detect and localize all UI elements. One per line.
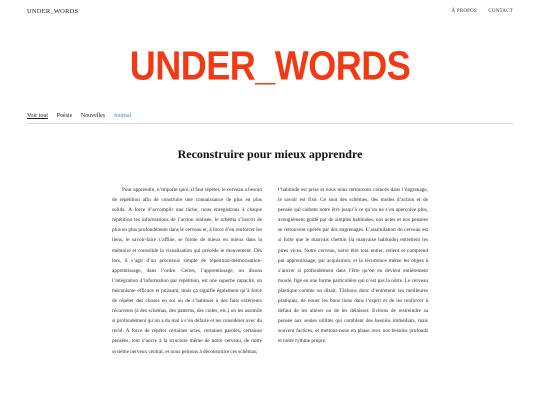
nav-item-nouvelles[interactable]: Nouvelles [80,113,106,119]
contact-link[interactable]: CONTACT [488,9,513,14]
nav-divider [27,123,513,124]
about-link[interactable]: À PROPOS [451,9,477,14]
nav-item-poesie[interactable]: Poésie [56,113,73,119]
nav-item-journal[interactable]: Journal [113,113,132,119]
site-logo[interactable]: UNDER_WORDS [129,42,411,89]
article-column-left: Pour apprendre, n’importe quoi, il faut répéter, le cerveau a besoin de répétition afin de construire une connaissance de plus en plus solide. A force d’accomplir une tâche, nous enregistrons à chaque répétition les informations de l’action réalisée, le schéma s’inscrit de plus en plus profondément dans le cerveau et, à force d’en renforcer les liens, le savoir-faire s’affine, se forme de mieux en mieux dans la mémoire et consolide la visualisation qui précède le mouvement. Dès lors, il s’agit d’un processus simple de répétition-mémorisation-apprentissage, dans l’ordre. Certes, l’apprentissage, ou disons l’intégration d’information par répétition, est une superbe capacité, un mécanisme efficace et puissant, mais ça signifie également qu’à force de répéter des choses en soi ou de s’habituer à des faits extérieurs récurrents (à des schémas, des patterns, des codes, etc.) on les assimile si profondément qu’on a du mal à s’en défaire et les considérer avec du recul. A force de répéter certaines actes, certaines paroles, certaines pensées, tout s’ancre à la structure même de notre cerveau, de notre système nerveux central, et nous peinons à déconstruire ces schémas; [112,187,262,355]
article-column-right: l’habitude est prise et nous nous retrouvons coincés dans l’engrenage, le savoir est fixé. Ce sont des schèmes, des modes d’action et de pensée qui cadrent notre être jusqu’à ce qu’on ne s’en aperçoive plus, aveuglément guidé par de simples habitudes, nos actes et nos pensées se retrouvent opérés par des engrenages. L’assimilation du cerveau est si forte que le mauvais chemin (la mauvaise habitude) entretient les pires vices. Notre cerveau, notre être tout entier, retient et comprend par apprentissage, par acquisition, et la récurrence même les objets à s’ancrer si profondément dans l’être qu’on en devient entièrement moulé, figé en une forme particulière qui n’est pas la nôtre. Le cerveau plastique comme on disait. Tâchons donc d’entretenir les meilleures pratiques, de nouer les bons liens dans l’esprit et de les renforcer à défaut de les altérer ou de les délaisser. Evitons de restreindre sa pensée aux seules utilités qui comblent des besoins immédiats, mais souvent factices, et mettons-nous en phase avec nos besoins profonds et notre rythme propre. [278,187,428,345]
top-bar [27,8,513,22]
article-body [112,185,428,357]
article-title: Reconstruire pour mieux apprendre [177,147,363,161]
category-nav [27,113,138,119]
top-links [442,9,513,14]
site-name-link[interactable]: UNDER_WORDS [27,8,79,15]
nav-item-voir-tout[interactable]: Voir tout [27,113,49,119]
